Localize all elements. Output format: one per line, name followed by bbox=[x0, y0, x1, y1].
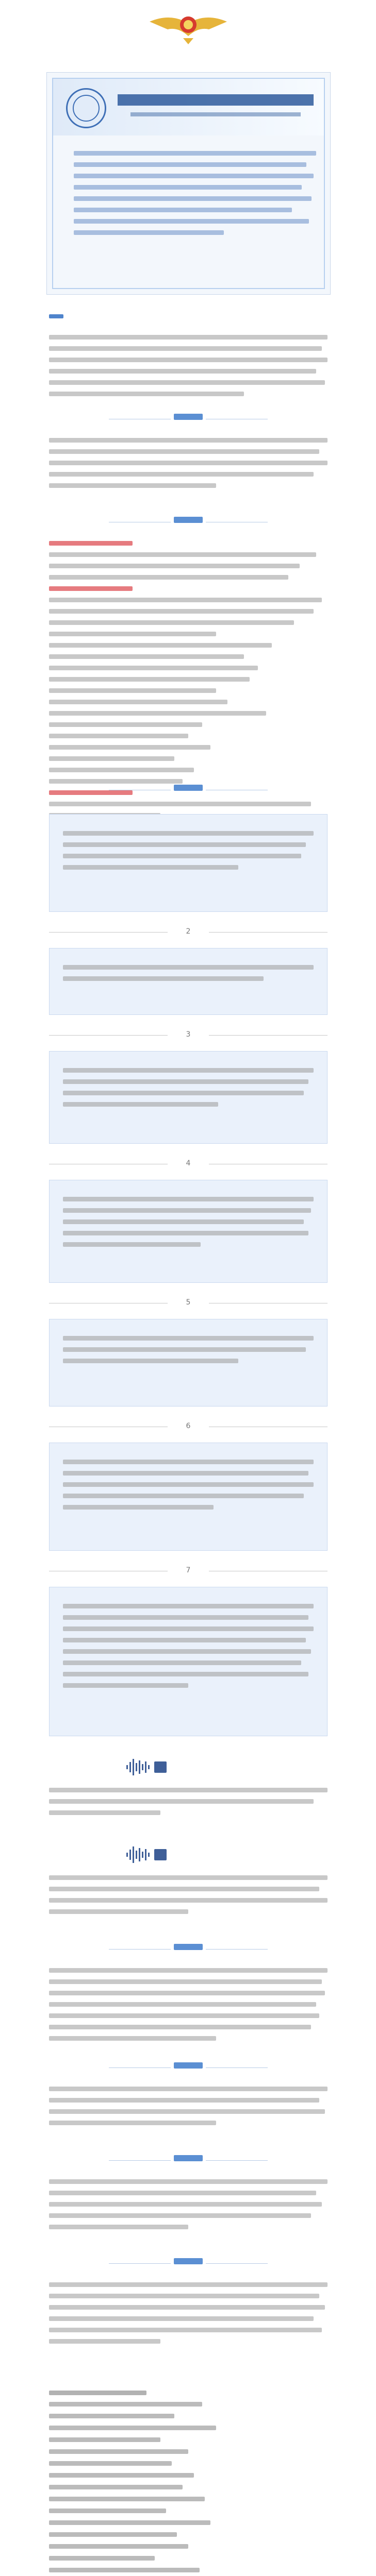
banner-header bbox=[53, 79, 324, 135]
flow-step-5 bbox=[49, 1319, 328, 1406]
flow-step-6 bbox=[49, 1443, 328, 1551]
flow-divider-2: 2 bbox=[49, 927, 328, 936]
flow-divider-5: 5 bbox=[49, 1298, 328, 1307]
section-title-8 bbox=[0, 2154, 376, 2163]
section-4-text bbox=[49, 1788, 328, 1822]
banner-frame bbox=[52, 78, 325, 289]
university-wordmark bbox=[118, 94, 314, 106]
section-2-text bbox=[49, 541, 328, 847]
section-title-3 bbox=[0, 783, 376, 793]
flow-divider-4: 4 bbox=[49, 1159, 328, 1167]
section-title-6 bbox=[0, 1942, 376, 1952]
intro-tag bbox=[49, 314, 63, 318]
section-6-text bbox=[49, 1968, 328, 2047]
section-8-text bbox=[49, 2179, 328, 2236]
flow-divider-7: 7 bbox=[49, 1566, 328, 1574]
flow-step-7 bbox=[49, 1587, 328, 1736]
flow-step-1 bbox=[49, 814, 328, 912]
flow-divider-6: 6 bbox=[49, 1422, 328, 1430]
banner-intro-text bbox=[74, 151, 316, 242]
flow-step-2 bbox=[49, 948, 328, 1015]
section-1-text bbox=[49, 438, 328, 495]
section-9-text bbox=[49, 2282, 328, 2350]
section-7-text bbox=[49, 2087, 328, 2132]
university-wordmark-en bbox=[130, 112, 301, 116]
section-title-7 bbox=[0, 2061, 376, 2071]
university-seal-icon bbox=[66, 88, 106, 128]
section-5-text bbox=[49, 1875, 328, 1921]
intro-paragraph bbox=[49, 335, 328, 403]
flow-step-4 bbox=[49, 1180, 328, 1283]
wave-banner-1 bbox=[126, 1757, 250, 1777]
section-title-9 bbox=[0, 2257, 376, 2266]
flow-divider-3: 3 bbox=[49, 1030, 328, 1039]
flow-step-3 bbox=[49, 1051, 328, 1144]
contact-section bbox=[49, 2391, 328, 2576]
university-emblem-icon bbox=[147, 6, 230, 46]
section-title-1 bbox=[0, 412, 376, 422]
wave-banner-2 bbox=[126, 1844, 250, 1865]
university-banner bbox=[46, 72, 331, 295]
section-title-2 bbox=[0, 515, 376, 525]
